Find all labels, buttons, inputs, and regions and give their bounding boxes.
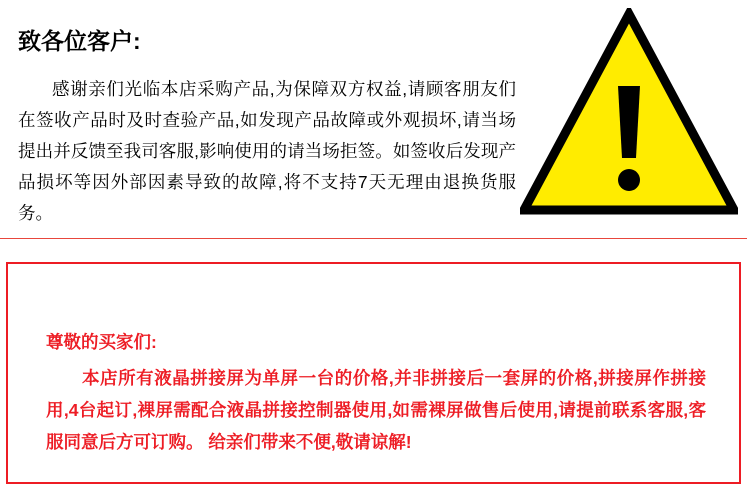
bottom-notice-block xyxy=(6,262,741,484)
bottom-notice-title: 尊敬的买家们: xyxy=(46,331,157,352)
top-notice-title: 致各位客户: xyxy=(18,28,141,55)
warning-exclamation-triangle-icon xyxy=(520,8,738,216)
top-notice-body: 感谢亲们光临本店采购产品,为保障双方权益,请顾客朋友们在签收产品时及时查验产品,如发现产品故障或外观损坏,请当场提出并反馈至我司客服,影响使用的请当场拒签。如签收后发现产品损坏等因外部因素导致的故障,将不支持7天无理由退换货服务。 xyxy=(18,78,516,223)
section-divider xyxy=(0,238,747,239)
bottom-notice-body: 本店所有液晶拼接屏为单屏一台的价格,并非拼接后一套屏的价格,拼接屏作拼接用,4台起订,裸屏需配合液晶拼接控制器使用,如需裸屏做售后使用,请提前联系客服,客服同意后方可订购。 给亲们带来不便,敬请谅解! xyxy=(46,367,706,452)
top-notice-block xyxy=(0,0,747,240)
